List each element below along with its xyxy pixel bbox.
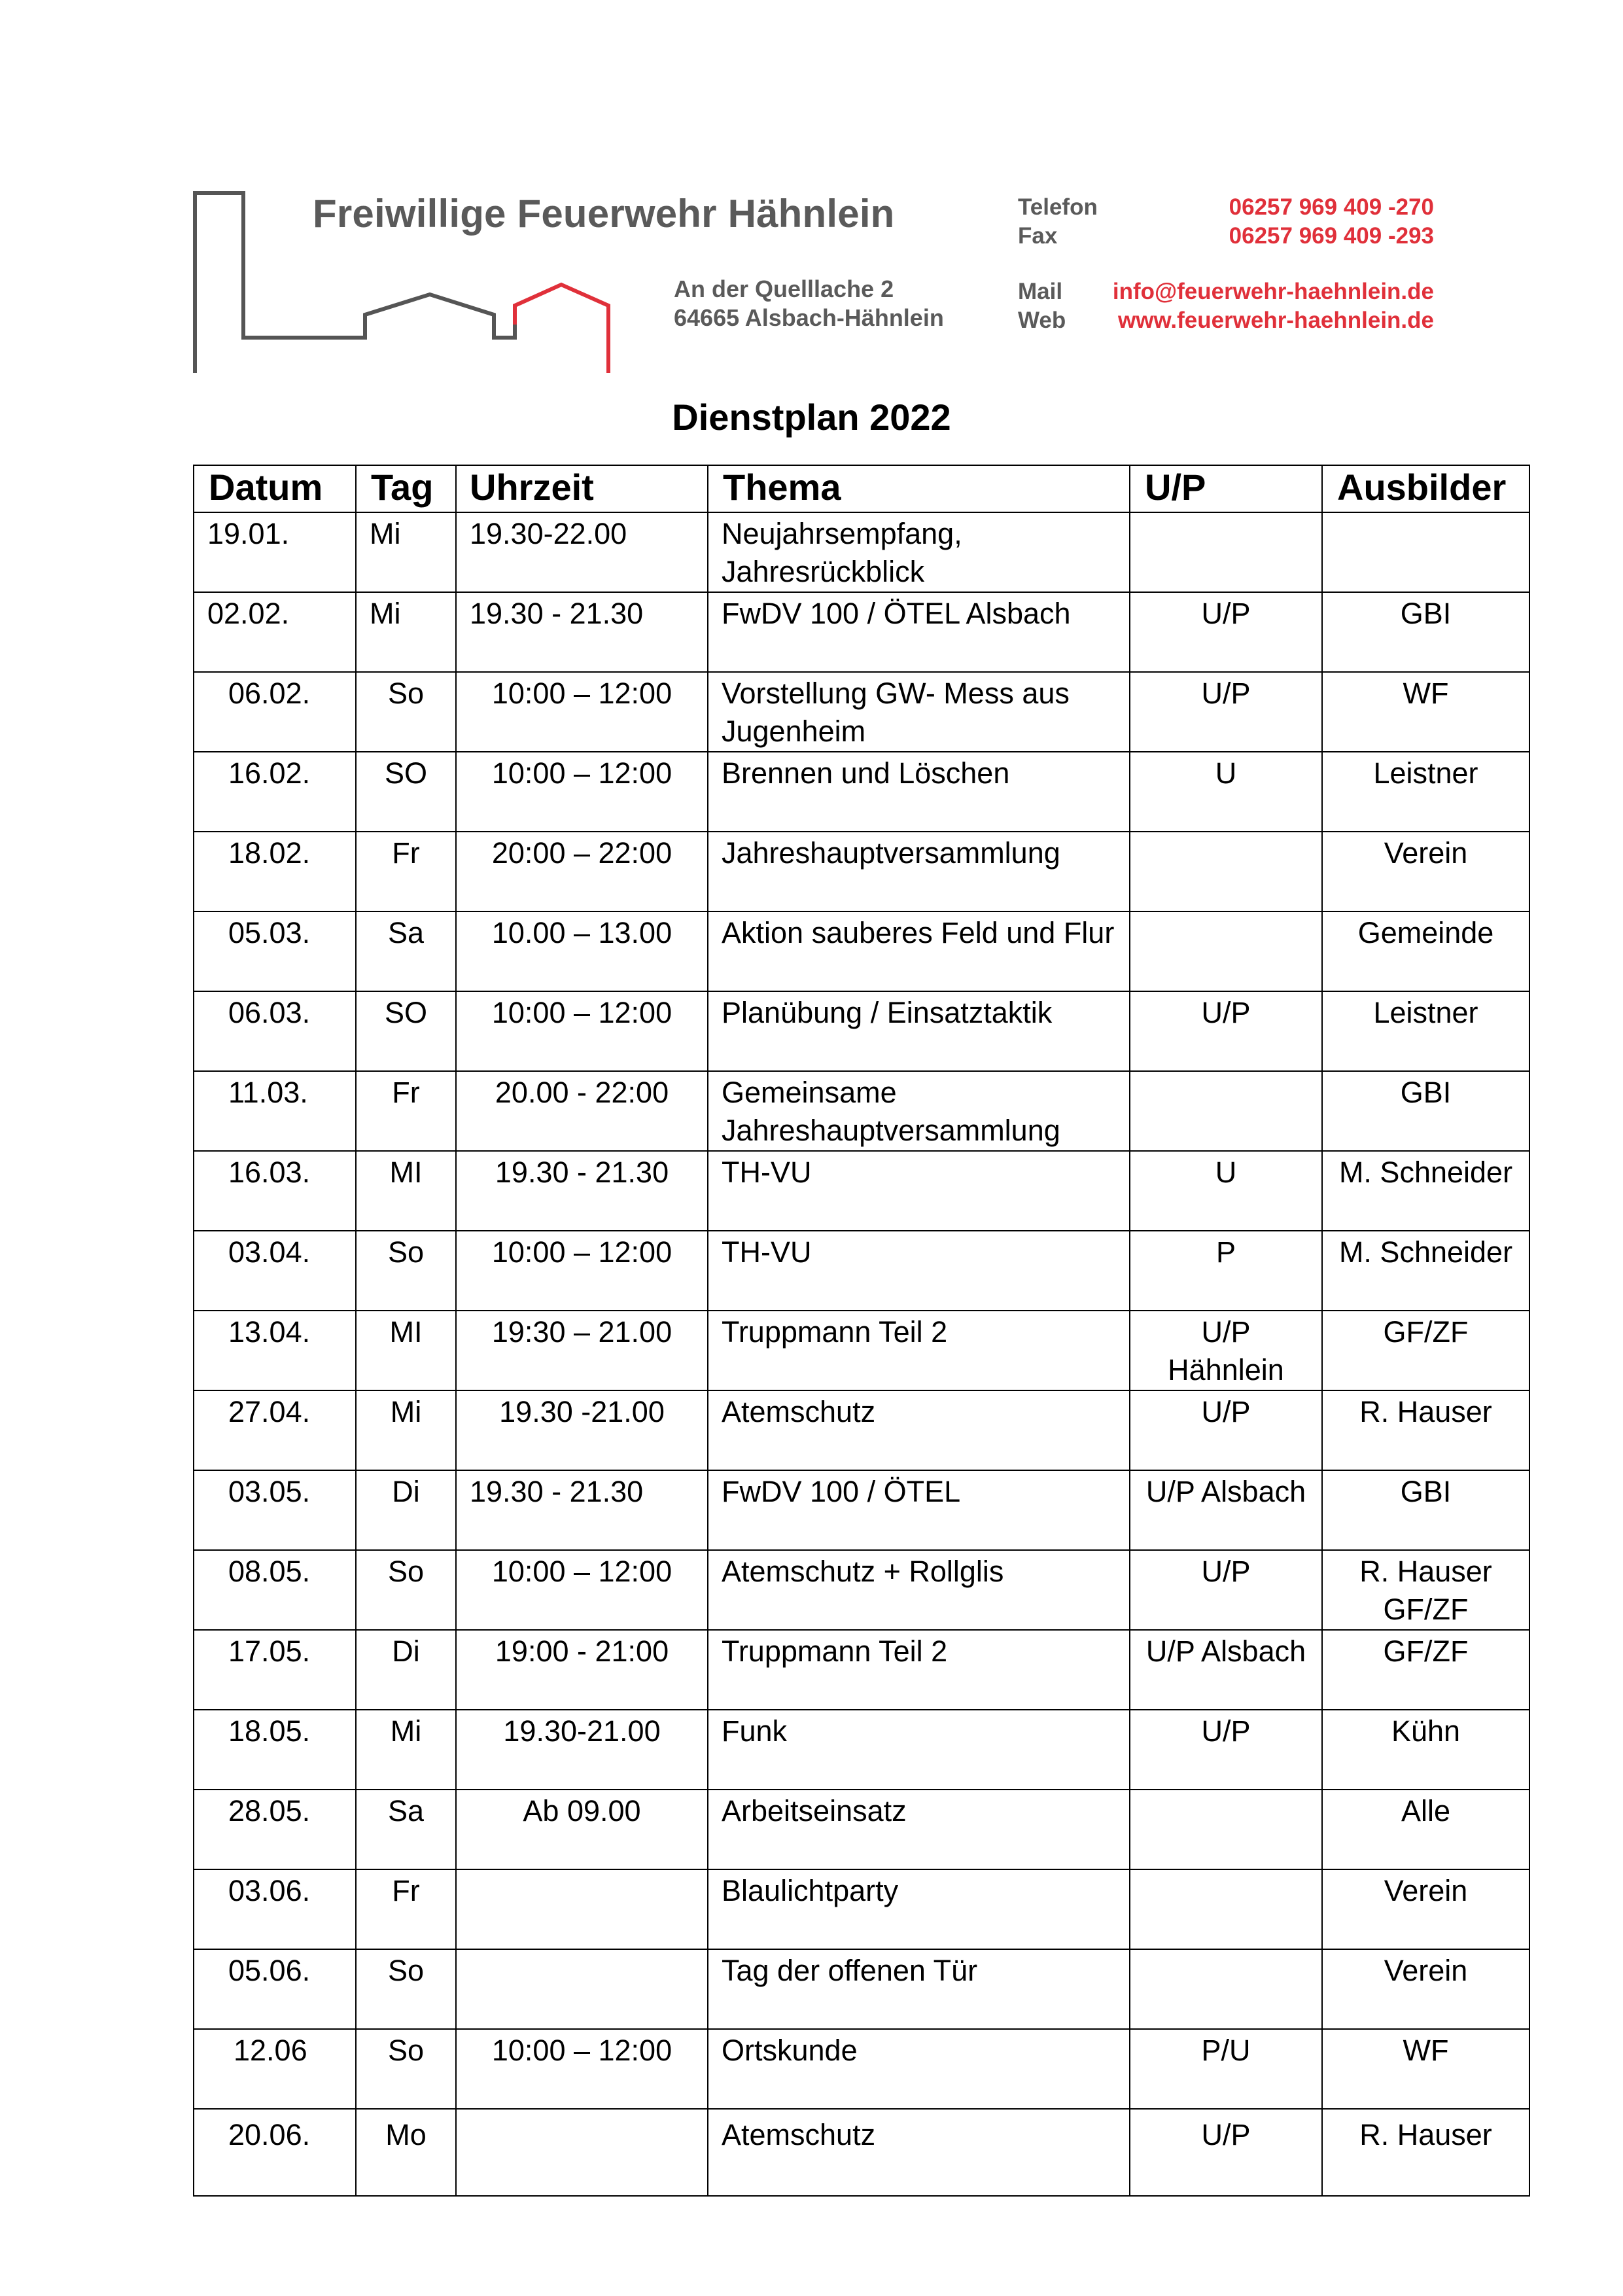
cell-uhrzeit: [456, 2109, 708, 2196]
cell-datum: 05.06.: [194, 1949, 356, 2029]
cell-ausbilder: GBI: [1322, 592, 1529, 672]
contact-labels: [1018, 193, 1098, 335]
cell-tag: So: [356, 2029, 456, 2109]
cell-tag: Di: [356, 1630, 456, 1710]
header-thema: Thema: [708, 465, 1130, 512]
cell-up: [1130, 1869, 1322, 1949]
table-row: [194, 1231, 1529, 1311]
email-address[interactable]: info@feuerwehr-haehnlein.de: [1112, 279, 1434, 304]
cell-datum: 12.06: [194, 2029, 356, 2109]
cell-datum: 17.05.: [194, 1630, 356, 1710]
cell-tag: Sa: [356, 911, 456, 991]
cell-ausbilder: R. Hauser: [1322, 1390, 1529, 1470]
cell-ausbilder: Verein: [1322, 832, 1529, 911]
organization-name: Freiwillige Feuerwehr Hähnlein: [313, 192, 895, 236]
cell-up: P/U: [1130, 2029, 1322, 2109]
cell-thema: FwDV 100 / ÖTEL Alsbach: [708, 592, 1130, 672]
cell-thema: Ortskunde: [708, 2029, 1130, 2109]
cell-tag: Mi: [356, 512, 456, 592]
cell-datum: 06.03.: [194, 991, 356, 1071]
cell-datum: 18.05.: [194, 1710, 356, 1790]
cell-ausbilder: Verein: [1322, 1869, 1529, 1949]
cell-uhrzeit: [456, 1869, 708, 1949]
cell-tag: So: [356, 1231, 456, 1311]
cell-uhrzeit: 19.30 - 21.30: [456, 592, 708, 672]
table-row: [194, 832, 1529, 911]
cell-uhrzeit: 19.30-21.00: [456, 1710, 708, 1790]
cell-tag: Fr: [356, 832, 456, 911]
schedule-table: [193, 465, 1530, 2197]
cell-up: U: [1130, 752, 1322, 832]
cell-tag: So: [356, 1949, 456, 2029]
cell-datum: 02.02.: [194, 592, 356, 672]
cell-uhrzeit: 20.00 - 22:00: [456, 1071, 708, 1151]
cell-up: U/P Alsbach: [1130, 1630, 1322, 1710]
table-row: [194, 512, 1529, 592]
cell-thema: Aktion sauberes Feld und Flur: [708, 911, 1130, 991]
cell-thema: Arbeitseinsatz: [708, 1790, 1130, 1869]
cell-ausbilder: R. Hauser: [1322, 2109, 1529, 2196]
cell-datum: 03.06.: [194, 1869, 356, 1949]
cell-uhrzeit: 19.30 -21.00: [456, 1390, 708, 1470]
cell-thema: Brennen und Löschen: [708, 752, 1130, 832]
cell-ausbilder: Alle: [1322, 1790, 1529, 1869]
table-row: [194, 1790, 1529, 1869]
table-row: [194, 1390, 1529, 1470]
cell-thema: Atemschutz: [708, 1390, 1130, 1470]
cell-datum: 18.02.: [194, 832, 356, 911]
cell-uhrzeit: 10:00 – 12:00: [456, 2029, 708, 2109]
document-title: Dienstplan 2022: [672, 397, 951, 438]
cell-up: [1130, 1071, 1322, 1151]
cell-datum: 16.03.: [194, 1151, 356, 1231]
cell-tag: Mi: [356, 1710, 456, 1790]
cell-datum: 27.04.: [194, 1390, 356, 1470]
cell-tag: Mo: [356, 2109, 456, 2196]
cell-tag: Sa: [356, 1790, 456, 1869]
cell-up: [1130, 1949, 1322, 2029]
table-row: [194, 592, 1529, 672]
fax-number: 06257 969 409 -293: [1229, 223, 1434, 249]
table-row: [194, 1630, 1529, 1710]
cell-tag: Fr: [356, 1869, 456, 1949]
cell-uhrzeit: 19:00 - 21:00: [456, 1630, 708, 1710]
cell-ausbilder: GBI: [1322, 1071, 1529, 1151]
cell-thema: Tag der offenen Tür: [708, 1949, 1130, 2029]
cell-datum: 05.03.: [194, 911, 356, 991]
cell-up: U/P: [1130, 672, 1322, 752]
web-label: Web: [1018, 308, 1066, 333]
cell-up: U/P: [1130, 1710, 1322, 1790]
address-block: [674, 275, 944, 332]
header-up: U/P: [1130, 465, 1322, 512]
cell-datum: 06.02.: [194, 672, 356, 752]
table-row: [194, 752, 1529, 832]
cell-up: U/P: [1130, 1550, 1322, 1630]
table-row: [194, 911, 1529, 991]
cell-uhrzeit: 20:00 – 22:00: [456, 832, 708, 911]
table-row: [194, 2109, 1529, 2196]
cell-datum: 13.04.: [194, 1311, 356, 1390]
cell-up: U/P: [1130, 592, 1322, 672]
cell-uhrzeit: 10:00 – 12:00: [456, 1231, 708, 1311]
cell-thema: TH-VU: [708, 1231, 1130, 1311]
cell-tag: Mi: [356, 1390, 456, 1470]
cell-tag: Fr: [356, 1071, 456, 1151]
table-row: [194, 1869, 1529, 1949]
cell-up: U: [1130, 1151, 1322, 1231]
cell-ausbilder: WF: [1322, 2029, 1529, 2109]
cell-thema: Truppmann Teil 2: [708, 1311, 1130, 1390]
cell-thema: Atemschutz: [708, 2109, 1130, 2196]
cell-datum: 28.05.: [194, 1790, 356, 1869]
cell-ausbilder: Leistner: [1322, 991, 1529, 1071]
cell-up: U/P: [1130, 991, 1322, 1071]
cell-ausbilder: GF/ZF: [1322, 1311, 1529, 1390]
cell-up: U/P Hähnlein: [1130, 1311, 1322, 1390]
cell-up: U/P: [1130, 2109, 1322, 2196]
cell-datum: 03.04.: [194, 1231, 356, 1311]
cell-thema: Jahreshauptversammlung: [708, 832, 1130, 911]
cell-thema: TH-VU: [708, 1151, 1130, 1231]
cell-thema: Truppmann Teil 2: [708, 1630, 1130, 1710]
cell-thema: Gemeinsame Jahreshauptversammlung: [708, 1071, 1130, 1151]
cell-ausbilder: Leistner: [1322, 752, 1529, 832]
cell-up: [1130, 911, 1322, 991]
table-row: [194, 1710, 1529, 1790]
website-url[interactable]: www.feuerwehr-haehnlein.de: [1118, 308, 1434, 333]
cell-datum: 03.05.: [194, 1470, 356, 1550]
cell-uhrzeit: 10:00 – 12:00: [456, 991, 708, 1071]
cell-ausbilder: Kühn: [1322, 1710, 1529, 1790]
cell-uhrzeit: 10:00 – 12:00: [456, 672, 708, 752]
cell-datum: 19.01.: [194, 512, 356, 592]
cell-thema: Blaulichtparty: [708, 1869, 1130, 1949]
cell-thema: Atemschutz + Rollglis: [708, 1550, 1130, 1630]
cell-thema: Vorstellung GW- Mess aus Jugenheim: [708, 672, 1130, 752]
mail-label: Mail: [1018, 279, 1063, 304]
cell-tag: SO: [356, 752, 456, 832]
cell-up: [1130, 512, 1322, 592]
phone-label: Telefon: [1018, 194, 1098, 220]
cell-up: U/P Alsbach: [1130, 1470, 1322, 1550]
table-row: [194, 672, 1529, 752]
cell-ausbilder: WF: [1322, 672, 1529, 752]
cell-thema: FwDV 100 / ÖTEL: [708, 1470, 1130, 1550]
cell-up: P: [1130, 1231, 1322, 1311]
cell-uhrzeit: 10.00 – 13.00: [456, 911, 708, 991]
cell-up: U/P: [1130, 1390, 1322, 1470]
cell-up: [1130, 832, 1322, 911]
header-tag: Tag: [356, 465, 456, 512]
cell-tag: MI: [356, 1151, 456, 1231]
cell-ausbilder: Verein: [1322, 1949, 1529, 2029]
cell-uhrzeit: 10:00 – 12:00: [456, 752, 708, 832]
fax-label: Fax: [1018, 223, 1058, 249]
cell-uhrzeit: 19.30-22.00: [456, 512, 708, 592]
cell-datum: 11.03.: [194, 1071, 356, 1151]
header-datum: Datum: [194, 465, 356, 512]
table-row: [194, 991, 1529, 1071]
table-row: [194, 1550, 1529, 1630]
table-row: [194, 1470, 1529, 1550]
cell-ausbilder: GBI: [1322, 1470, 1529, 1550]
cell-ausbilder: M. Schneider: [1322, 1151, 1529, 1231]
table-header-row: [194, 465, 1529, 512]
cell-ausbilder: R. Hauser GF/ZF: [1322, 1550, 1529, 1630]
address-city: 64665 Alsbach-Hähnlein: [674, 304, 944, 331]
address-street: An der Quelllache 2: [674, 275, 894, 302]
cell-datum: 20.06.: [194, 2109, 356, 2196]
cell-tag: SO: [356, 991, 456, 1071]
cell-ausbilder: Gemeinde: [1322, 911, 1529, 991]
table-row: [194, 1071, 1529, 1151]
cell-ausbilder: GF/ZF: [1322, 1630, 1529, 1710]
cell-uhrzeit: [456, 1949, 708, 2029]
cell-tag: So: [356, 1550, 456, 1630]
cell-ausbilder: [1322, 512, 1529, 592]
table-row: [194, 2029, 1529, 2109]
table-row: [194, 1151, 1529, 1231]
cell-tag: Di: [356, 1470, 456, 1550]
cell-datum: 16.02.: [194, 752, 356, 832]
cell-ausbilder: M. Schneider: [1322, 1231, 1529, 1311]
table-row: [194, 1311, 1529, 1390]
phone-number: 06257 969 409 -270: [1229, 194, 1434, 220]
cell-uhrzeit: 19.30 - 21.30: [456, 1470, 708, 1550]
cell-tag: Mi: [356, 592, 456, 672]
cell-tag: So: [356, 672, 456, 752]
header-ausbilder: Ausbilder: [1322, 465, 1529, 512]
cell-thema: Planübung / Einsatztaktik: [708, 991, 1130, 1071]
cell-datum: 08.05.: [194, 1550, 356, 1630]
contact-values: [1113, 193, 1434, 335]
cell-up: [1130, 1790, 1322, 1869]
cell-uhrzeit: Ab 09.00: [456, 1790, 708, 1869]
cell-thema: Neujahrsempfang, Jahresrückblick: [708, 512, 1130, 592]
table-row: [194, 1949, 1529, 2029]
header-uhrzeit: Uhrzeit: [456, 465, 708, 512]
cell-tag: MI: [356, 1311, 456, 1390]
cell-thema: Funk: [708, 1710, 1130, 1790]
cell-uhrzeit: 10:00 – 12:00: [456, 1550, 708, 1630]
cell-uhrzeit: 19.30 - 21.30: [456, 1151, 708, 1231]
cell-uhrzeit: 19:30 – 21.00: [456, 1311, 708, 1390]
